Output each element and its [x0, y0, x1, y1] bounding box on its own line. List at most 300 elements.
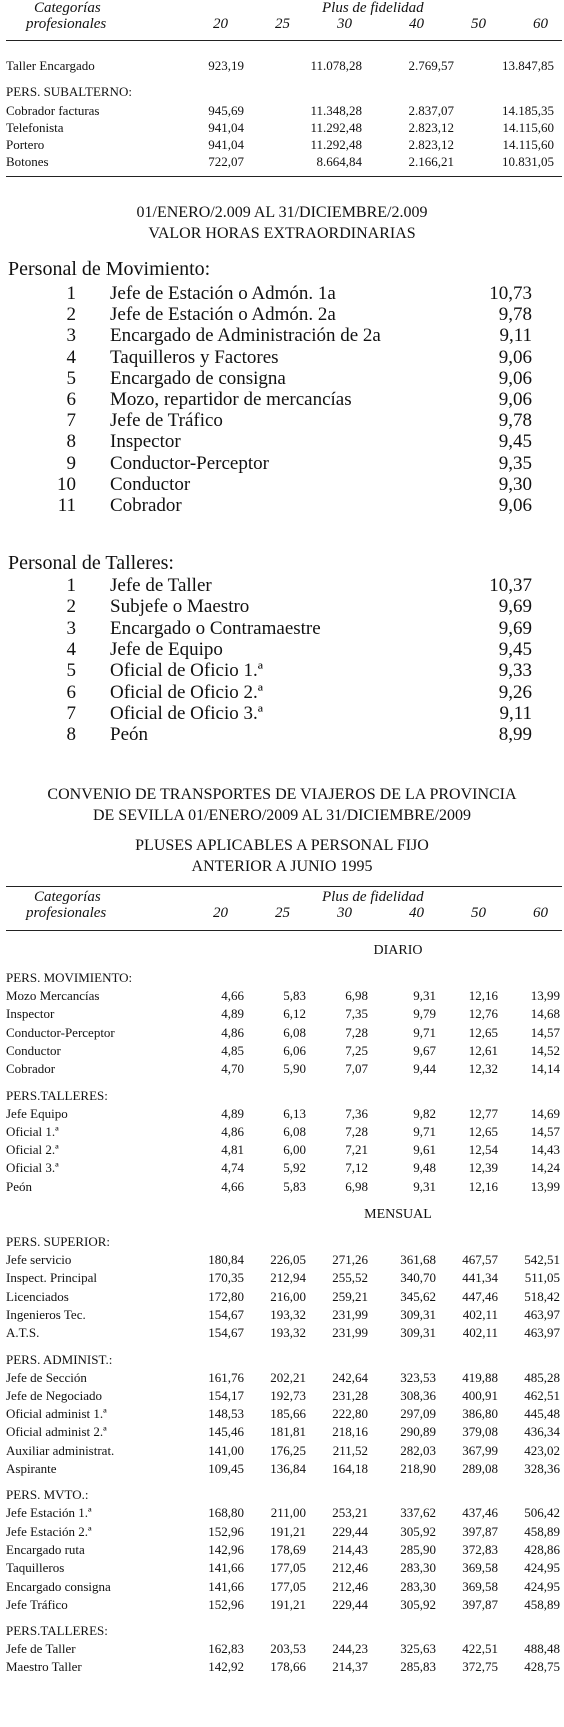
group-heading: PERS. SUPERIOR:	[6, 1234, 111, 1249]
cell-value: 2.837,07	[408, 103, 454, 118]
row-label: Inspector	[6, 1006, 55, 1022]
cell-value: 172,80	[208, 1288, 244, 1304]
position-description: Jefe de Taller	[110, 575, 212, 596]
talleres-section-title: Personal de Talleres:	[8, 552, 174, 574]
table-row	[0, 1289, 564, 1307]
position-hourly-value: 9,11	[499, 325, 532, 347]
cell-value: 397,87	[462, 1523, 498, 1539]
cell-value: 6,06	[283, 1042, 306, 1058]
cell-value: 467,57	[462, 1252, 498, 1267]
cell-value: 12,76	[468, 1006, 498, 1022]
position-description: Taquilleros y Factores	[110, 346, 279, 368]
cell-value: 5,90	[283, 1061, 306, 1077]
cell-value: 9,79	[413, 1006, 436, 1022]
pluses-title: PLUSES APLICABLES A PERSONAL FIJO	[135, 837, 429, 854]
position-hourly-value: 9,06	[498, 389, 532, 410]
cell-value: 345,62	[400, 1288, 436, 1304]
cell-value: 10.831,05	[502, 154, 554, 169]
pluses-subtitle: ANTERIOR A JUNIO 1995	[191, 858, 373, 875]
cell-value: 7,35	[345, 1006, 368, 1022]
position-number: 1	[66, 283, 76, 304]
table-row	[0, 1461, 564, 1479]
position-number: 8	[66, 724, 76, 746]
table-row	[0, 1659, 564, 1677]
bottom-header-top-rule	[6, 886, 562, 887]
cell-value: 290,89	[400, 1424, 436, 1440]
cell-value: 941,04	[208, 120, 244, 135]
cell-value: 402,11	[462, 1325, 498, 1341]
bottom-table-header	[0, 889, 564, 923]
cell-value: 283,30	[400, 1578, 436, 1594]
table-row	[0, 154, 564, 172]
cell-value: 285,90	[400, 1541, 436, 1557]
cell-value: 372,75	[462, 1659, 498, 1675]
position-description: Jefe de Tráfico	[110, 410, 223, 432]
table-row	[0, 120, 564, 138]
cell-value: 218,16	[332, 1424, 368, 1440]
table-row	[0, 1370, 564, 1388]
cell-value: 7,21	[345, 1142, 368, 1158]
position-hourly-value: 9,35	[498, 452, 532, 474]
row-label: Conductor-Perceptor	[6, 1024, 115, 1040]
cell-value: 423,02	[524, 1442, 560, 1458]
position-hourly-value: 9,26	[498, 681, 532, 703]
cell-value: 397,87	[462, 1596, 498, 1612]
convenio-title-line2: DE SEVILLA 01/ENERO/2009 AL 31/DICIEMBRE/2009	[92, 807, 472, 824]
cell-value: 458,89	[524, 1596, 560, 1612]
cell-value: 9,71	[413, 1024, 436, 1040]
position-hourly-value: 9,06	[498, 346, 532, 368]
cell-value: 185,66	[270, 1406, 306, 1422]
cell-value: 222,80	[332, 1406, 368, 1422]
row-label: Oficial 1.ª	[6, 1123, 59, 1139]
cell-value: 6,13	[283, 1105, 306, 1121]
cell-value: 369,58	[462, 1578, 498, 1594]
cell-value: 6,00	[283, 1142, 306, 1158]
table-row	[0, 103, 564, 121]
col-header-60: 60	[533, 16, 548, 32]
cell-value: 305,92	[400, 1523, 436, 1539]
position-row	[0, 495, 564, 519]
cell-value: 485,28	[524, 1369, 560, 1385]
position-hourly-value: 9,06	[498, 367, 532, 389]
cell-value: 141,66	[208, 1578, 244, 1594]
cell-value: 14,24	[530, 1160, 560, 1176]
cell-value: 14,68	[530, 1006, 560, 1022]
row-label: Mozo Mercancías	[6, 988, 100, 1003]
cell-value: 424,95	[524, 1578, 560, 1594]
cell-value: 372,83	[462, 1541, 498, 1557]
cell-value: 506,42	[524, 1505, 560, 1521]
cell-value: 12,54	[468, 1142, 498, 1158]
position-description: Oficial de Oficio 2.ª	[110, 681, 263, 703]
position-number: 8	[66, 431, 76, 453]
cell-value: 14,43	[530, 1142, 560, 1158]
cell-value: 437,46	[462, 1505, 498, 1521]
cell-value: 11.348,28	[310, 103, 362, 118]
cell-value: 488,48	[524, 1641, 560, 1657]
cell-value: 4,66	[221, 988, 244, 1003]
row-label: Jefe de Sección	[6, 1369, 87, 1385]
cell-value: 226,05	[270, 1252, 306, 1267]
col-header-25: 25	[275, 16, 290, 32]
row-label: Cobrador	[6, 1061, 56, 1077]
cell-value: 7,07	[345, 1061, 368, 1077]
position-hourly-value: 9,30	[498, 473, 532, 495]
position-description: Encargado de Administración de 2a	[110, 325, 381, 347]
col-header-25: 25	[275, 905, 290, 921]
cell-value: 428,86	[524, 1541, 560, 1557]
cell-value: 9,67	[413, 1042, 436, 1058]
cell-value: 361,68	[400, 1252, 436, 1267]
cell-value: 161,76	[208, 1369, 244, 1385]
row-label: Jefe servicio	[6, 1252, 72, 1267]
cell-value: 231,99	[332, 1306, 368, 1322]
table-row	[0, 1542, 564, 1560]
cell-value: 4,89	[221, 1105, 244, 1121]
cell-value: 422,51	[462, 1641, 498, 1657]
movimiento-section-title: Personal de Movimiento:	[8, 258, 211, 280]
position-hourly-value: 9,45	[498, 431, 532, 453]
row-label: Telefonista	[6, 120, 64, 135]
position-hourly-value: 10,73	[489, 283, 532, 304]
col-header-40: 40	[409, 16, 424, 32]
cell-value: 14,69	[530, 1105, 560, 1121]
col-header-20: 20	[213, 16, 228, 32]
row-label: Maestro Taller	[6, 1659, 82, 1675]
col-header-20: 20	[213, 905, 228, 921]
position-description: Oficial de Oficio 3.ª	[110, 702, 263, 724]
cell-value: 4,86	[221, 1024, 244, 1040]
position-description: Encargado de consigna	[110, 367, 286, 389]
cell-value: 164,18	[332, 1461, 368, 1476]
table-row	[0, 988, 564, 1006]
cell-value: 419,88	[462, 1369, 498, 1385]
table-row	[0, 1043, 564, 1061]
cell-value: 11.292,48	[310, 137, 362, 152]
position-hourly-value: 9,11	[499, 702, 532, 724]
cell-value: 309,31	[400, 1306, 436, 1322]
top-table-header	[0, 0, 564, 34]
position-description: Oficial de Oficio 1.ª	[110, 660, 263, 682]
row-label: Auxiliar administrat.	[6, 1442, 115, 1458]
cell-value: 6,08	[283, 1024, 306, 1040]
cell-value: 242,64	[332, 1369, 368, 1385]
cell-value: 11.292,48	[310, 120, 362, 135]
cell-value: 216,00	[270, 1288, 306, 1304]
cell-value: 162,83	[208, 1641, 244, 1657]
cell-value: 154,67	[208, 1306, 244, 1322]
cell-value: 255,52	[332, 1270, 368, 1286]
cell-value: 212,46	[332, 1578, 368, 1594]
cell-value: 8.664,84	[316, 154, 362, 169]
cell-value: 447,46	[462, 1288, 498, 1304]
position-hourly-value: 9,45	[498, 638, 532, 660]
position-number: 6	[66, 389, 76, 410]
cell-value: 4,70	[221, 1061, 244, 1077]
group-heading: PERS.TALLERES:	[6, 1087, 108, 1103]
cell-value: 2.166,21	[408, 154, 454, 169]
period-title: 01/ENERO/2.009 AL 31/DICIEMBRE/2.009	[136, 204, 428, 221]
categories-header: Categorías	[34, 0, 101, 16]
cell-value: 285,83	[400, 1659, 436, 1675]
group-heading: PERS. MVTO.:	[6, 1487, 89, 1503]
cell-value: 192,73	[270, 1387, 306, 1403]
position-description: Inspector	[110, 431, 181, 453]
cell-value: 136,84	[270, 1461, 306, 1476]
table-row	[0, 1124, 564, 1142]
cell-value: 203,53	[270, 1641, 306, 1657]
cell-value: 178,66	[270, 1659, 306, 1675]
row-label: Jefe de Negociado	[6, 1387, 103, 1403]
position-hourly-value: 9,69	[498, 617, 532, 639]
row-label: Jefe Equipo	[6, 1105, 68, 1121]
cell-value: 340,70	[400, 1270, 436, 1286]
position-hourly-value: 10,37	[489, 575, 532, 596]
position-number: 9	[66, 452, 76, 474]
cell-value: 7,28	[345, 1123, 368, 1139]
cell-value: 2.823,12	[408, 120, 454, 135]
cell-value: 191,21	[270, 1523, 306, 1539]
cell-value: 428,75	[524, 1659, 560, 1675]
row-label: Jefe de Taller	[6, 1641, 76, 1657]
row-label: Jefe Estación 2.ª	[6, 1523, 92, 1539]
position-number: 2	[66, 596, 76, 618]
row-label: Taller Encargado	[6, 58, 95, 73]
categories-header: Categorías	[34, 889, 101, 905]
row-label: Aspirante	[6, 1461, 57, 1476]
cell-value: 14,57	[530, 1123, 560, 1139]
position-hourly-value: 9,06	[498, 495, 532, 516]
cell-value: 367,99	[462, 1442, 498, 1458]
cell-value: 180,84	[208, 1252, 244, 1267]
cell-value: 941,04	[208, 137, 244, 152]
cell-value: 168,80	[208, 1505, 244, 1521]
position-hourly-value: 9,33	[498, 660, 532, 682]
cell-value: 12,77	[468, 1105, 498, 1121]
cell-value: 542,51	[524, 1252, 560, 1267]
group-heading: PERS.TALLERES:	[6, 1623, 108, 1639]
position-description: Peón	[110, 724, 148, 746]
row-label: Ingenieros Tec.	[6, 1306, 86, 1322]
cell-value: 4,86	[221, 1123, 244, 1139]
cell-value: 109,45	[208, 1461, 244, 1476]
row-label: Oficial administ 1.ª	[6, 1406, 107, 1422]
cell-value: 9,31	[413, 1178, 436, 1194]
table-row	[0, 137, 564, 155]
cell-value: 244,23	[332, 1641, 368, 1657]
position-number: 5	[66, 660, 76, 682]
cell-value: 6,08	[283, 1123, 306, 1139]
cell-value: 142,96	[208, 1541, 244, 1557]
position-description: Jefe de Estación o Admón. 1a	[110, 283, 336, 304]
cell-value: 441,34	[462, 1270, 498, 1286]
mensual-label: MENSUAL	[364, 1207, 432, 1222]
col-header-30: 30	[337, 905, 352, 921]
cell-value: 945,69	[208, 103, 244, 118]
table-row	[0, 1325, 564, 1343]
cell-value: 9,71	[413, 1123, 436, 1139]
row-label: Encargado ruta	[6, 1541, 85, 1557]
row-label: Portero	[6, 137, 45, 152]
row-label: Peón	[6, 1178, 32, 1194]
table-row	[0, 1641, 564, 1659]
cell-value: 177,05	[270, 1560, 306, 1576]
cell-value: 152,96	[208, 1523, 244, 1539]
cell-value: 177,05	[270, 1578, 306, 1594]
cell-value: 7,25	[345, 1042, 368, 1058]
cell-value: 309,31	[400, 1325, 436, 1341]
cell-value: 212,94	[270, 1270, 306, 1286]
cell-value: 923,19	[208, 58, 244, 73]
cell-value: 2.823,12	[408, 137, 454, 152]
position-number: 4	[66, 638, 76, 660]
cell-value: 13.847,85	[502, 58, 554, 73]
col-header-40: 40	[409, 905, 424, 921]
table-row	[0, 58, 564, 76]
position-number: 11	[57, 495, 76, 516]
cell-value: 176,25	[270, 1442, 306, 1458]
table-row	[0, 1505, 564, 1523]
cell-value: 13,99	[530, 988, 560, 1003]
row-label: Oficial 3.ª	[6, 1160, 59, 1176]
convenio-title: CONVENIO DE TRANSPORTES DE VIAJEROS DE LA PROVINCIA	[47, 786, 517, 803]
table-row	[0, 1524, 564, 1542]
cell-value: 14,52	[530, 1042, 560, 1058]
cell-value: 14.115,60	[502, 120, 554, 135]
categories-header-line2: profesionales	[26, 905, 107, 921]
cell-value: 462,51	[524, 1387, 560, 1403]
cell-value: 193,32	[270, 1306, 306, 1322]
cell-value: 9,82	[413, 1105, 436, 1121]
table-row	[0, 1025, 564, 1043]
row-label: Oficial 2.ª	[6, 1142, 59, 1158]
cell-value: 722,07	[208, 154, 244, 169]
table-row	[0, 1270, 564, 1288]
cell-value: 9,61	[413, 1142, 436, 1158]
cell-value: 9,31	[413, 988, 436, 1003]
cell-value: 170,35	[208, 1270, 244, 1286]
position-hourly-value: 9,78	[498, 304, 532, 326]
cell-value: 7,12	[345, 1160, 368, 1176]
cell-value: 145,46	[208, 1424, 244, 1440]
cell-value: 5,83	[283, 1178, 306, 1194]
row-label: Cobrador facturas	[6, 103, 100, 118]
position-description: Subjefe o Maestro	[110, 596, 250, 618]
cell-value: 511,05	[524, 1270, 560, 1286]
row-label: Licenciados	[6, 1288, 69, 1304]
position-number: 7	[66, 702, 76, 724]
position-number: 1	[66, 575, 76, 596]
cell-value: 297,09	[400, 1406, 436, 1422]
row-label: Inspect. Principal	[6, 1270, 97, 1286]
table-row	[0, 1142, 564, 1160]
group-heading: PERS. ADMINIST.:	[6, 1351, 113, 1367]
cell-value: 369,58	[462, 1560, 498, 1576]
cell-value: 12,32	[468, 1061, 498, 1077]
group-heading: PERS. MOVIMIENTO:	[6, 970, 133, 985]
position-number: 5	[66, 367, 76, 389]
position-number: 4	[66, 346, 76, 368]
cell-value: 5,92	[283, 1160, 306, 1176]
cell-value: 259,21	[332, 1288, 368, 1304]
cell-value: 202,21	[270, 1369, 306, 1385]
table-row	[0, 1179, 564, 1197]
position-number: 6	[66, 681, 76, 703]
table-row	[0, 1579, 564, 1597]
cell-value: 12,16	[468, 988, 498, 1003]
cell-value: 5,83	[283, 988, 306, 1003]
cell-value: 12,61	[468, 1042, 498, 1058]
position-description: Conductor	[110, 473, 191, 495]
cell-value: 231,28	[332, 1387, 368, 1403]
row-label: Encargado consigna	[6, 1578, 111, 1594]
position-hourly-value: 9,78	[498, 410, 532, 432]
cell-value: 283,30	[400, 1560, 436, 1576]
cell-value: 379,08	[462, 1424, 498, 1440]
cell-value: 231,99	[332, 1325, 368, 1341]
cell-value: 463,97	[524, 1325, 560, 1341]
cell-value: 154,67	[208, 1325, 244, 1341]
table-row	[0, 1160, 564, 1178]
cell-value: 4,74	[221, 1160, 244, 1176]
cell-value: 211,52	[332, 1442, 368, 1458]
position-number: 2	[66, 304, 76, 326]
cell-value: 178,69	[270, 1541, 306, 1557]
cell-value: 13,99	[530, 1178, 560, 1194]
cell-value: 181,81	[270, 1424, 306, 1440]
cell-value: 12,39	[468, 1160, 498, 1176]
cell-value: 445,48	[524, 1406, 560, 1422]
cell-value: 4,89	[221, 1006, 244, 1022]
table-row	[0, 1424, 564, 1442]
cell-value: 402,11	[462, 1306, 498, 1322]
table-row	[0, 1388, 564, 1406]
cell-value: 518,42	[524, 1288, 560, 1304]
cell-value: 436,34	[524, 1424, 560, 1440]
row-label: Conductor	[6, 1042, 61, 1058]
cell-value: 9,48	[413, 1160, 436, 1176]
header-rule	[6, 40, 562, 41]
cell-value: 14.185,35	[502, 103, 554, 118]
position-description: Conductor-Perceptor	[110, 452, 269, 474]
cell-value: 214,43	[332, 1541, 368, 1557]
cell-value: 6,98	[345, 1178, 368, 1194]
position-hourly-value: 8,99	[498, 724, 532, 746]
table-row	[0, 1443, 564, 1461]
row-label: A.T.S.	[6, 1325, 40, 1341]
cell-value: 229,44	[332, 1523, 368, 1539]
cell-value: 6,12	[283, 1006, 306, 1022]
cell-value: 4,81	[221, 1142, 244, 1158]
position-hourly-value: 9,69	[498, 596, 532, 618]
cell-value: 152,96	[208, 1596, 244, 1612]
table-row	[0, 1061, 564, 1079]
cell-value: 142,92	[208, 1659, 244, 1675]
cell-value: 193,32	[270, 1325, 306, 1341]
position-number: 10	[57, 473, 76, 495]
row-label: Taquilleros	[6, 1560, 65, 1576]
table-row	[0, 1106, 564, 1124]
cell-value: 253,21	[332, 1505, 368, 1521]
row-label: Oficial administ 2.ª	[6, 1424, 107, 1440]
cell-value: 325,63	[400, 1641, 436, 1657]
cell-value: 212,46	[332, 1560, 368, 1576]
row-label: Jefe Estación 1.ª	[6, 1505, 92, 1521]
position-description: Cobrador	[110, 495, 182, 516]
group-heading: PERS. SUBALTERNO:	[6, 84, 132, 99]
diario-label: DIARIO	[373, 943, 423, 958]
